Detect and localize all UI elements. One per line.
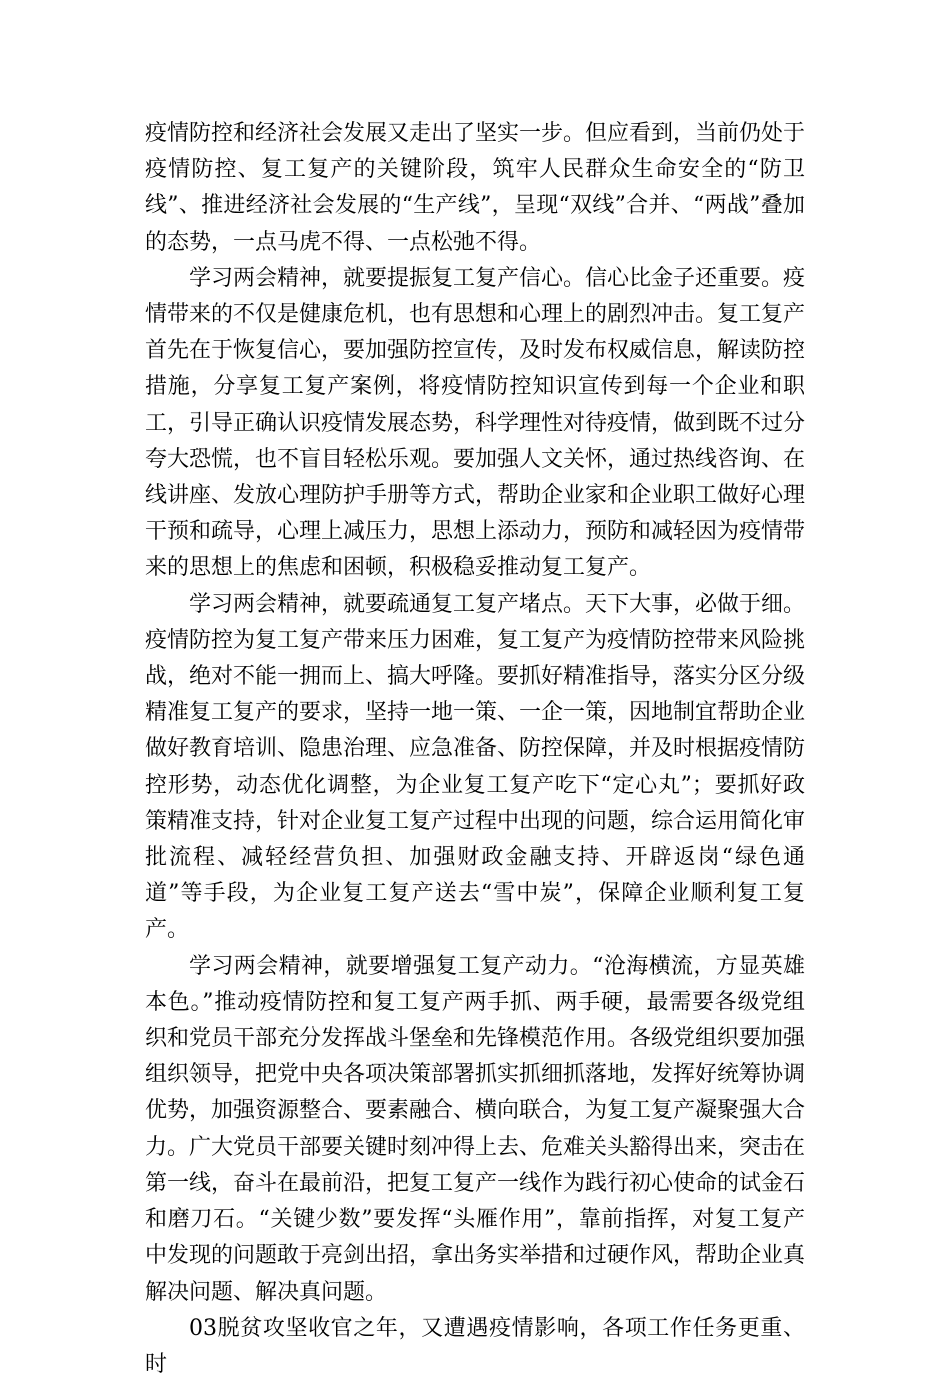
paragraph-4: 学习两会精神，就要增强复工复产动力。“沧海横流，方显英雄本色。”推动疫情防控和复工复产两手抓、两手硬，最需要各级党组织和党员干部充分发挥战斗堡垒和先锋模范作用。各级党组织要加强组织领导，把党中央各项决策部署抓实抓细抓落地，发挥好统筹协调优势，加强资源整合、要素融合、横向联合，为复工复产凝聚强大合力。广大党员干部要关键时刻冲得上去、危难关头豁得出来，突击在第一线，奋斗在最前沿，把复工复产一线作为践行初心使命的试金石和磨刀石。“关键少数”要发挥“头雁作用”，靠前指挥，对复工复产中发现的问题敢于亮剑出招，拿出务实举措和过硬作风，帮助企业真解决问题、解决真问题。 (145, 953, 806, 1305)
paragraph-5: 03脱贫攻坚收官之年，又遭遇疫情影响，各项工作任务更重、时 (145, 1315, 805, 1377)
paragraph-2: 学习两会精神，就要提振复工复产信心。信心比金子还重要。疫情带来的不仅是健康危机，也有思想和心理上的剧烈冲击。复工复产首先在于恢复信心，要加强防控宣传，及时发布权威信息，解读防控措施，分享复工复产案例，将疫情防控知识宣传到每一个企业和职工，引导正确认识疫情发展态势，科学理性对待疫情，做到既不过分夸大恐慌，也不盲目轻松乐观。要加强人文关怀，通过热线咨询、在线讲座、发放心理防护手册等方式，帮助企业家和企业职工做好心理干预和疏导，心理上减压力，思想上添动力，预防和减轻因为疫情带来的思想上的焦虑和困顿，积极稳妥推动复工复产。 (145, 265, 806, 581)
paragraph-1: 疫情防控和经济社会发展又走出了坚实一步。但应看到，当前仍处于疫情防控、复工复产的关键阶段，筑牢人民群众生命安全的“防卫线”、推进经济社会发展的“生产线”，呈现“双线”合并、“两战”叠加的态势，一点马虎不得、一点松弛不得。 (145, 121, 806, 255)
document-body (145, 116, 805, 1383)
paragraph-3: 学习两会精神，就要疏通复工复产堵点。天下大事，必做于细。疫情防控为复工复产带来压力困难，复工复产为疫情防控带来风险挑战，绝对不能一拥而上、搞大呼隆。要抓好精准指导，落实分区分级精准复工复产的要求，坚持一地一策、一企一策，因地制宜帮助企业做好教育培训、隐患治理、应急准备、防控保障，并及时根据疫情防控形势，动态优化调整，为企业复工复产吃下“定心丸”；要抓好政策精准支持，针对企业复工复产过程中出现的问题，综合运用简化审批流程、减轻经营负担、加强财政金融支持、开辟返岗“绿色通道”等手段，为企业复工复产送去“雪中炭”，保障企业顺利复工复产。 (145, 591, 806, 943)
